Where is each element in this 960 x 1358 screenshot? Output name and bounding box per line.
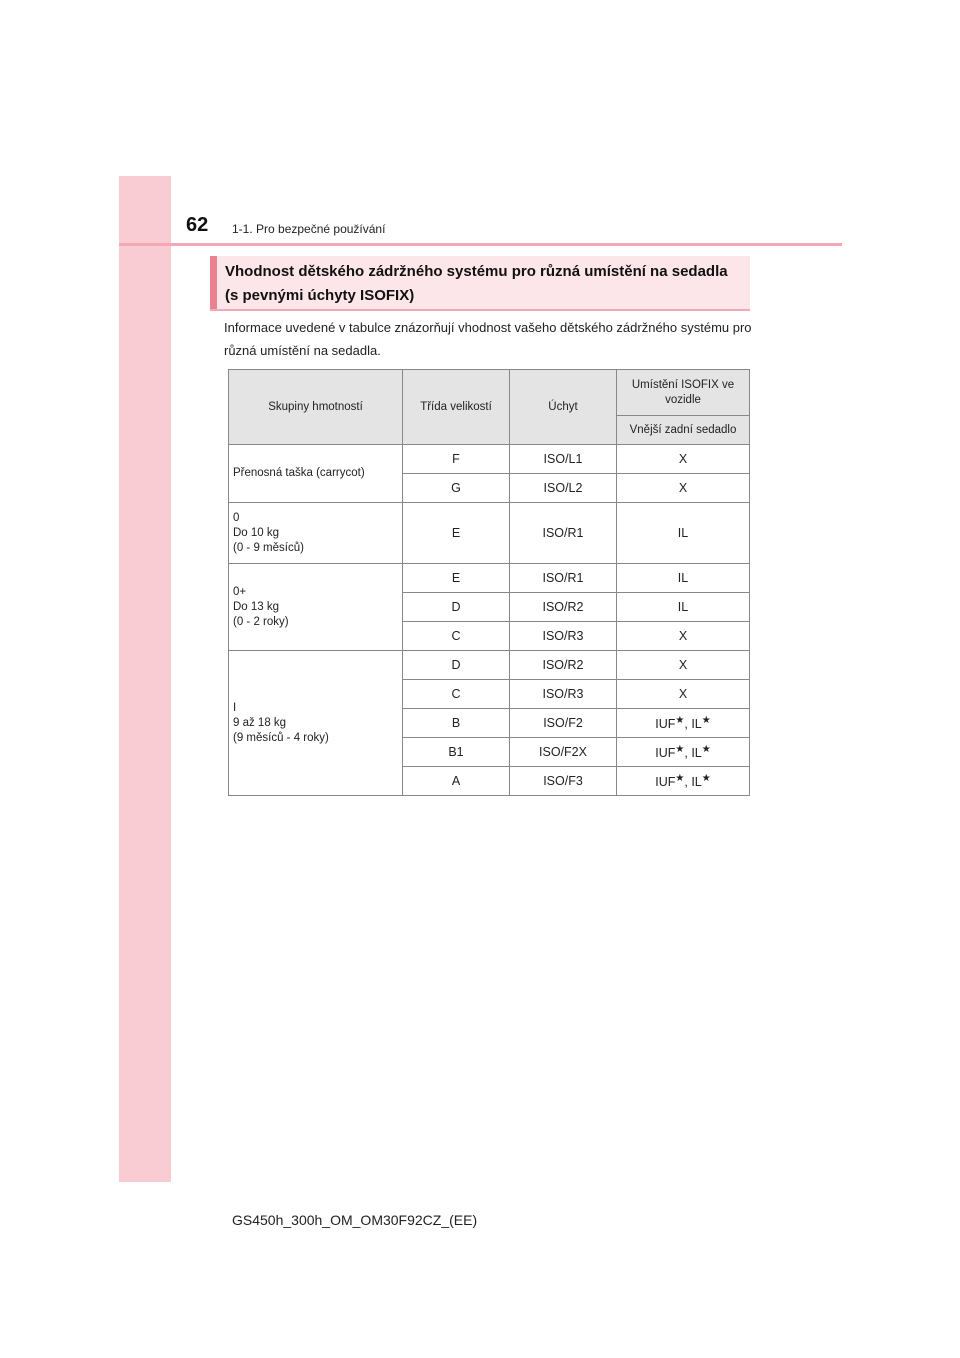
fixture-cell: ISO/R2	[510, 651, 617, 680]
value-cell: X	[617, 445, 750, 474]
section-label: 1-1. Pro bezpečné používání	[232, 222, 386, 236]
isofix-table	[228, 369, 750, 796]
header-isofix-positions: Umístění ISOFIX ve vozidle	[617, 370, 750, 416]
heading-accent-bar	[210, 256, 217, 309]
section-heading: Vhodnost dětského zádržného systému pro různá umístění na sedadla (s pevnými úchyty ISOFIX)	[225, 263, 728, 304]
size-class-cell: D	[403, 593, 510, 622]
value-cell: X	[617, 651, 750, 680]
table-row	[229, 503, 750, 564]
fixture-cell: ISO/L1	[510, 445, 617, 474]
size-class-cell: C	[403, 622, 510, 651]
size-class-cell: E	[403, 564, 510, 593]
header-outer-rear-seat: Vnější zadní sedadlo	[617, 416, 750, 445]
table-body	[229, 445, 750, 796]
header-weight-group: Skupiny hmotností	[229, 370, 403, 445]
weight-group-cell: 0+ Do 13 kg (0 - 2 roky)	[229, 564, 403, 651]
footnote-star-icon: ★	[675, 773, 685, 784]
table-row	[229, 651, 750, 680]
value-cell: IUF★, IL★	[617, 709, 750, 738]
weight-group-cell: Přenosná taška (carrycot)	[229, 445, 403, 503]
value-cell: X	[617, 680, 750, 709]
fixture-cell: ISO/R3	[510, 680, 617, 709]
table-row	[229, 445, 750, 474]
value-cell: X	[617, 622, 750, 651]
fixture-cell: ISO/F2X	[510, 738, 617, 767]
footnote-star-icon: ★	[701, 744, 711, 755]
fixture-cell: ISO/L2	[510, 474, 617, 503]
size-class-cell: C	[403, 680, 510, 709]
footer-document-code: GS450h_300h_OM_OM30F92CZ_(EE)	[232, 1212, 478, 1228]
value-cell: X	[617, 474, 750, 503]
size-class-cell: B	[403, 709, 510, 738]
side-band	[119, 176, 171, 1182]
size-class-cell: B1	[403, 738, 510, 767]
size-class-cell: E	[403, 503, 510, 564]
fixture-cell: ISO/R3	[510, 622, 617, 651]
value-cell: IL	[617, 503, 750, 564]
fixture-cell: ISO/R1	[510, 503, 617, 564]
weight-group-cell: I 9 až 18 kg (9 měsíců - 4 roky)	[229, 651, 403, 796]
weight-group-cell: 0 Do 10 kg (0 - 9 měsíců)	[229, 503, 403, 564]
value-cell: IUF★, IL★	[617, 767, 750, 796]
footnote-star-icon: ★	[675, 744, 685, 755]
value-cell: IL	[617, 593, 750, 622]
fixture-cell: ISO/F2	[510, 709, 617, 738]
header-size-class: Třída velikostí	[403, 370, 510, 445]
value-cell: IL	[617, 564, 750, 593]
size-class-cell: F	[403, 445, 510, 474]
fixture-cell: ISO/R1	[510, 564, 617, 593]
fixture-cell: ISO/F3	[510, 767, 617, 796]
footnote-star-icon: ★	[675, 715, 685, 726]
size-class-cell: G	[403, 474, 510, 503]
fixture-cell: ISO/R2	[510, 593, 617, 622]
footnote-star-icon: ★	[701, 773, 711, 784]
header-rule	[119, 243, 842, 246]
header-fixture: Úchyt	[510, 370, 617, 445]
page-number: 62	[186, 214, 209, 236]
size-class-cell: A	[403, 767, 510, 796]
value-cell: IUF★, IL★	[617, 738, 750, 767]
size-class-cell: D	[403, 651, 510, 680]
intro-paragraph: Informace uvedené v tabulce znázorňují vhodnost vašeho dětského zádržného systému pro různá umístění na sedadla.	[224, 320, 752, 358]
section-heading-box	[210, 256, 750, 311]
footnote-star-icon: ★	[701, 715, 711, 726]
table-row	[229, 564, 750, 593]
